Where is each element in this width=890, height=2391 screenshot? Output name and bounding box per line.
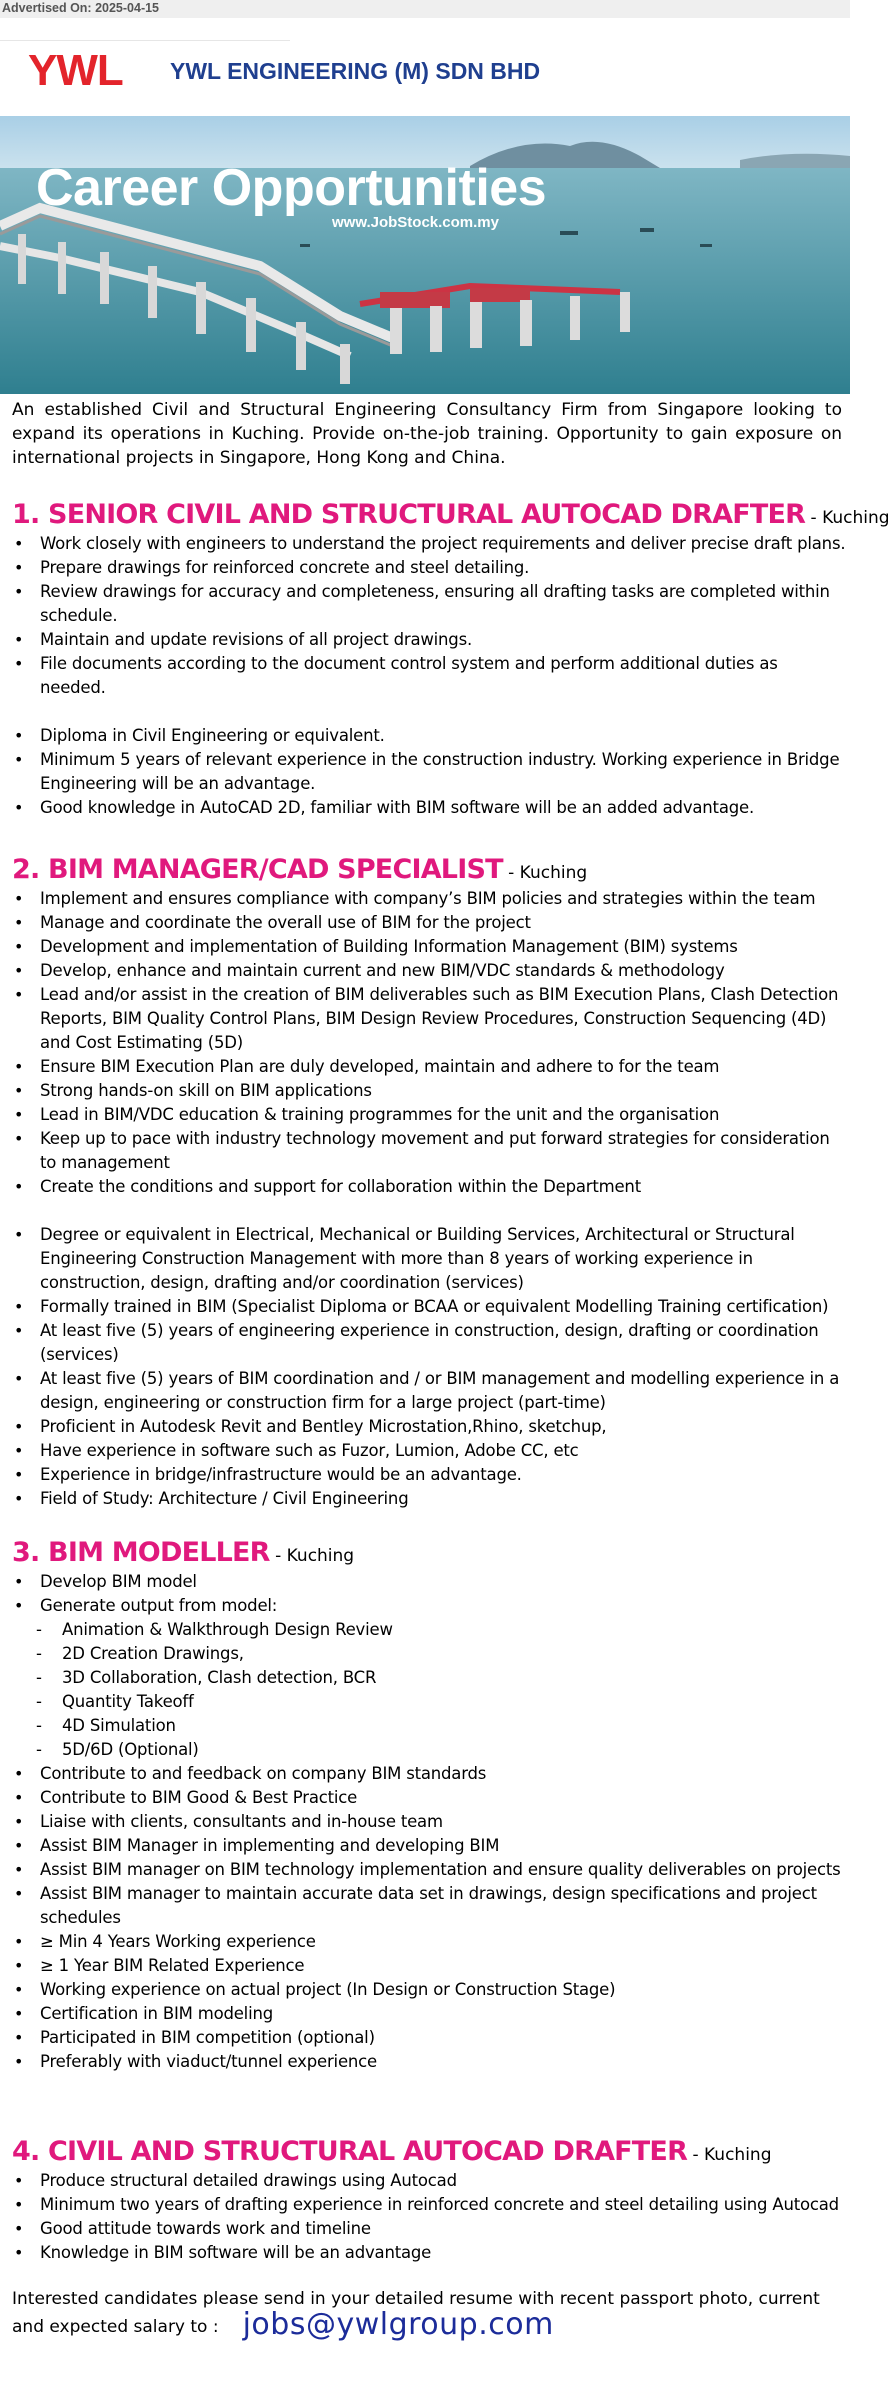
list-item: • Diploma in Civil Engineering or equivalent. [12,724,848,748]
list-item: • Have experience in software such as Fuzor, Lumion, Adobe CC, etc [12,1439,848,1463]
advert-date: Advertised On: 2025-04-15 [2,1,160,15]
sub-list-item: - 5D/6D (Optional) [12,1738,848,1762]
list-item: • ≥ 1 Year BIM Related Experience [12,1954,848,1978]
spacer [12,1199,848,1223]
list-item: • Assist BIM manager to maintain accurate data set in drawings, design specifications and project schedules [12,1882,848,1930]
list-item: • Maintain and update revisions of all project drawings. [12,628,848,652]
list-item: • Lead in BIM/VDC education & training programmes for the unit and the organisation [12,1103,848,1127]
contact-email[interactable]: jobs@ywlgroup.com [242,2307,554,2342]
list-item: • Develop, enhance and maintain current and new BIM/VDC standards & methodology [12,959,848,983]
sub-list-item: - 2D Creation Drawings, [12,1642,848,1666]
list-item: • Minimum 5 years of relevant experience in the construction industry. Working experience in Bridge Engineering will be an advantage. [12,748,848,796]
list-item: • Review drawings for accuracy and completeness, ensuring all drafting tasks are completed within schedule. [12,580,848,628]
company-name: YWL ENGINEERING (M) SDN BHD [170,58,541,84]
job-title [12,1536,848,1570]
sub-list-item: - 4D Simulation [12,1714,848,1738]
list-item: • Good knowledge in AutoCAD 2D, familiar with BIM software will be an added advantage. [12,796,848,820]
application-instructions [12,2287,848,2342]
list-item: • Good attitude towards work and timeline [12,2217,848,2241]
requirement-list [12,1223,848,1511]
company-logo: YWL [28,46,123,95]
header-divider [0,40,290,41]
job-title-text: 2. BIM MANAGER/CAD SPECIALIST [12,854,503,885]
list-item: • Working experience on actual project (In Design or Construction Stage) [12,1978,848,2002]
list-item: • Keep up to pace with industry technology movement and put forward strategies for consideration to management [12,1127,848,1175]
intro-paragraph: An established Civil and Structural Engineering Consultancy Firm from Singapore looking to expand its operations in Kuching. Provide on-the-job training. Opportunity to gain exposure on international projects in Singapore, Hong Kong and China. [12,400,842,468]
sub-list-item: - Quantity Takeoff [12,1690,848,1714]
hero-title: Career Opportunities [36,159,547,217]
list-item: • ≥ Min 4 Years Working experience [12,1930,848,1954]
job-section-1 [12,498,890,820]
advert-date-bar [0,0,850,18]
job-title [12,853,848,887]
list-item: • Minimum two years of drafting experience in reinforced concrete and steel detailing using Autocad [12,2193,848,2217]
list-item: • Degree or equivalent in Electrical, Mechanical or Building Services, Architectural or Structural Engineering Construction Management with more than 8 years of working experience in construction, design, drafting and/or coordination (services) [12,1223,848,1295]
requirement-list [12,2169,848,2265]
list-item: • File documents according to the document control system and perform additional duties as needed. [12,652,848,700]
list-item: • Experience in bridge/infrastructure would be an advantage. [12,1463,848,1487]
task-list [12,1762,848,2074]
job-title-text: 3. BIM MODELLER [12,1537,270,1568]
output-sublist [12,1618,848,1762]
list-item: • Prepare drawings for reinforced concrete and steel detailing. [12,556,848,580]
list-item: • Contribute to BIM Good & Best Practice [12,1786,848,1810]
list-item: • Knowledge in BIM software will be an advantage [12,2241,848,2265]
list-item: • Assist BIM Manager in implementing and developing BIM [12,1834,848,1858]
list-item: • Liaise with clients, consultants and in-house team [12,1810,848,1834]
job-title [12,2135,848,2169]
requirement-list [12,724,848,820]
sub-list-item: - 3D Collaboration, Clash detection, BCR [12,1666,848,1690]
job-location: - Kuching [269,1546,355,1566]
list-item: • Generate output from model: [12,1594,848,1618]
list-item: • Develop BIM model [12,1570,848,1594]
job-section-2 [12,853,848,1511]
list-item: • Strong hands-on skill on BIM applications [12,1079,848,1103]
list-item: • Preferably with viaduct/tunnel experience [12,2050,848,2074]
list-item: • Proficient in Autodesk Revit and Bentley Microstation,Rhino, sketchup, [12,1415,848,1439]
hero-url: www.JobStock.com.my [332,214,499,231]
list-item: • Lead and/or assist in the creation of BIM deliverables such as BIM Execution Plans, Clash Detection Reports, BIM Quality Control Plans, BIM Design Review Procedures, Construction Sequencing (4D) and Cost Estimating (5D) [12,983,848,1055]
job-title [12,498,890,532]
list-item: • Participated in BIM competition (optional) [12,2026,848,2050]
sub-list-item: - Animation & Walkthrough Design Review [12,1618,848,1642]
job-location: - Kuching [502,863,588,883]
list-item: • Ensure BIM Execution Plan are duly developed, maintain and adhere to for the team [12,1055,848,1079]
list-item: • Contribute to and feedback on company BIM standards [12,1762,848,1786]
list-item: • Produce structural detailed drawings using Autocad [12,2169,848,2193]
list-item: • At least five (5) years of BIM coordination and / or BIM management and modelling experience in a design, engineering or construction firm for a large project (part-time) [12,1367,848,1415]
list-item: • Manage and coordinate the overall use of BIM for the project [12,911,848,935]
list-item: • Formally trained in BIM (Specialist Diploma or BCAA or equivalent Modelling Training certification) [12,1295,848,1319]
list-item: • Implement and ensures compliance with company’s BIM policies and strategies within the team [12,887,848,911]
job-location: - Kuching [687,2145,772,2165]
job-section-4 [12,2135,848,2265]
hero-banner [0,116,850,394]
list-item: • Field of Study: Architecture / Civil Engineering [12,1487,848,1511]
job-title-text: 4. CIVIL AND STRUCTURAL AUTOCAD DRAFTER [12,2136,688,2167]
list-item: • At least five (5) years of engineering experience in construction, design, drafting or coordination (services) [12,1319,848,1367]
application-text: Interested candidates please send in your detailed resume with recent passport photo, current and expected salary to : [12,2289,820,2337]
list-item: • Assist BIM manager on BIM technology implementation and ensure quality deliverables on projects [12,1858,848,1882]
job-title-text: 1. SENIOR CIVIL AND STRUCTURAL AUTOCAD DRAFTER [12,499,806,530]
job-location: - Kuching [805,508,890,528]
responsibility-list [12,887,848,1199]
list-item: • Certification in BIM modeling [12,2002,848,2026]
responsibility-list [12,532,848,700]
list-item: • Development and implementation of Building Information Management (BIM) systems [12,935,848,959]
list-item: • Create the conditions and support for collaboration within the Department [12,1175,848,1199]
job-section-3 [12,1536,848,2074]
task-list [12,1570,848,1618]
spacer [12,700,848,724]
list-item: • Work closely with engineers to understand the project requirements and deliver precise draft plans. [12,532,848,556]
